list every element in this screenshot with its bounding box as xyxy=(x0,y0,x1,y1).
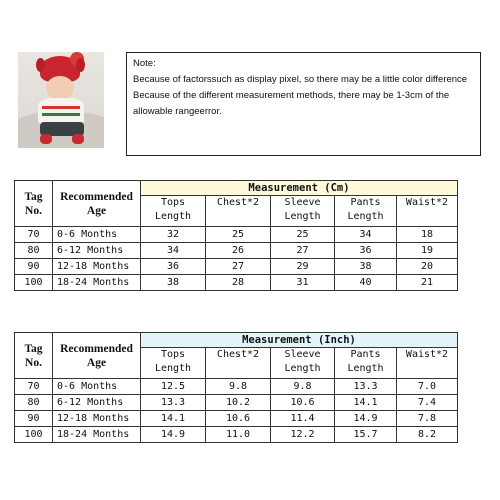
top-stripe xyxy=(42,113,80,116)
value-cell: 29 xyxy=(271,259,335,275)
top-stripe xyxy=(42,106,80,109)
age-cell: 18-24 Months xyxy=(53,275,141,291)
age-cell: 12-18 Months xyxy=(53,259,141,275)
red-sock xyxy=(72,134,84,144)
value-cell: 14.1 xyxy=(141,411,206,427)
sub-header: Tops Length xyxy=(141,348,206,379)
tag-cell: 70 xyxy=(15,227,53,243)
size-table-cm xyxy=(14,180,458,291)
col-age-header: Recommended Age xyxy=(53,333,141,379)
value-cell: 38 xyxy=(141,275,206,291)
col-tag-header: Tag No. xyxy=(15,181,53,227)
value-cell: 11.4 xyxy=(271,411,335,427)
value-cell: 13.3 xyxy=(141,395,206,411)
table-row xyxy=(15,275,458,291)
sub-header: Pants Length xyxy=(335,348,397,379)
value-cell: 14.9 xyxy=(335,411,397,427)
note-line: Because of the different measurement methods, there may be 1-3cm of the allowable rangeerror. xyxy=(133,90,450,117)
value-cell: 31 xyxy=(271,275,335,291)
sub-header: Sleeve Length xyxy=(271,348,335,379)
value-cell: 27 xyxy=(206,259,271,275)
table-row xyxy=(15,227,458,243)
red-sock xyxy=(40,134,52,144)
value-cell: 15.7 xyxy=(335,427,397,443)
sub-header: Tops Length xyxy=(141,196,206,227)
value-cell: 14.1 xyxy=(335,395,397,411)
table-row xyxy=(15,395,458,411)
table-row xyxy=(15,243,458,259)
value-cell: 34 xyxy=(141,243,206,259)
table-row xyxy=(15,379,458,395)
tag-cell: 90 xyxy=(15,259,53,275)
note-heading: Note: xyxy=(133,58,156,69)
value-cell: 12.5 xyxy=(141,379,206,395)
value-cell: 18 xyxy=(397,227,458,243)
value-cell: 7.8 xyxy=(397,411,458,427)
value-cell: 28 xyxy=(206,275,271,291)
table-row xyxy=(15,411,458,427)
hat-ear-left xyxy=(36,58,45,72)
value-cell: 32 xyxy=(141,227,206,243)
table-row xyxy=(15,427,458,443)
sub-header: Chest*2 xyxy=(206,196,271,227)
sub-header: Waist*2 xyxy=(397,348,458,379)
value-cell: 7.0 xyxy=(397,379,458,395)
value-cell: 20 xyxy=(397,259,458,275)
tag-cell: 70 xyxy=(15,379,53,395)
value-cell: 11.0 xyxy=(206,427,271,443)
value-cell: 10.6 xyxy=(271,395,335,411)
value-cell: 13.3 xyxy=(335,379,397,395)
value-cell: 10.2 xyxy=(206,395,271,411)
value-cell: 7.4 xyxy=(397,395,458,411)
table-row xyxy=(15,259,458,275)
sub-header: Chest*2 xyxy=(206,348,271,379)
value-cell: 12.2 xyxy=(271,427,335,443)
value-cell: 27 xyxy=(271,243,335,259)
value-cell: 25 xyxy=(271,227,335,243)
age-cell: 12-18 Months xyxy=(53,411,141,427)
note-line: Because of factorssuch as display pixel, so there may be a little color difference xyxy=(133,74,468,85)
col-age-header: Recommended Age xyxy=(53,181,141,227)
value-cell: 26 xyxy=(206,243,271,259)
value-cell: 38 xyxy=(335,259,397,275)
tag-cell: 90 xyxy=(15,411,53,427)
note-box xyxy=(126,52,481,156)
tag-cell: 100 xyxy=(15,275,53,291)
age-cell: 18-24 Months xyxy=(53,427,141,443)
value-cell: 36 xyxy=(141,259,206,275)
value-cell: 19 xyxy=(397,243,458,259)
tag-cell: 80 xyxy=(15,243,53,259)
size-table-inch xyxy=(14,332,458,443)
value-cell: 25 xyxy=(206,227,271,243)
measurement-group-header: Measurement (Inch) xyxy=(141,333,458,348)
value-cell: 34 xyxy=(335,227,397,243)
value-cell: 40 xyxy=(335,275,397,291)
value-cell: 9.8 xyxy=(271,379,335,395)
tag-cell: 80 xyxy=(15,395,53,411)
value-cell: 36 xyxy=(335,243,397,259)
col-tag-header: Tag No. xyxy=(15,333,53,379)
value-cell: 9.8 xyxy=(206,379,271,395)
sub-header: Pants Length xyxy=(335,196,397,227)
value-cell: 14.9 xyxy=(141,427,206,443)
sub-header: Waist*2 xyxy=(397,196,458,227)
sub-header: Sleeve Length xyxy=(271,196,335,227)
age-cell: 6-12 Months xyxy=(53,243,141,259)
tag-cell: 100 xyxy=(15,427,53,443)
age-cell: 0-6 Months xyxy=(53,379,141,395)
value-cell: 8.2 xyxy=(397,427,458,443)
measurement-group-header: Measurement (Cm) xyxy=(141,181,458,196)
value-cell: 10.6 xyxy=(206,411,271,427)
hat-ear-right xyxy=(76,58,85,72)
product-photo xyxy=(18,52,104,148)
age-cell: 6-12 Months xyxy=(53,395,141,411)
value-cell: 21 xyxy=(397,275,458,291)
age-cell: 0-6 Months xyxy=(53,227,141,243)
baby-face xyxy=(46,76,74,100)
